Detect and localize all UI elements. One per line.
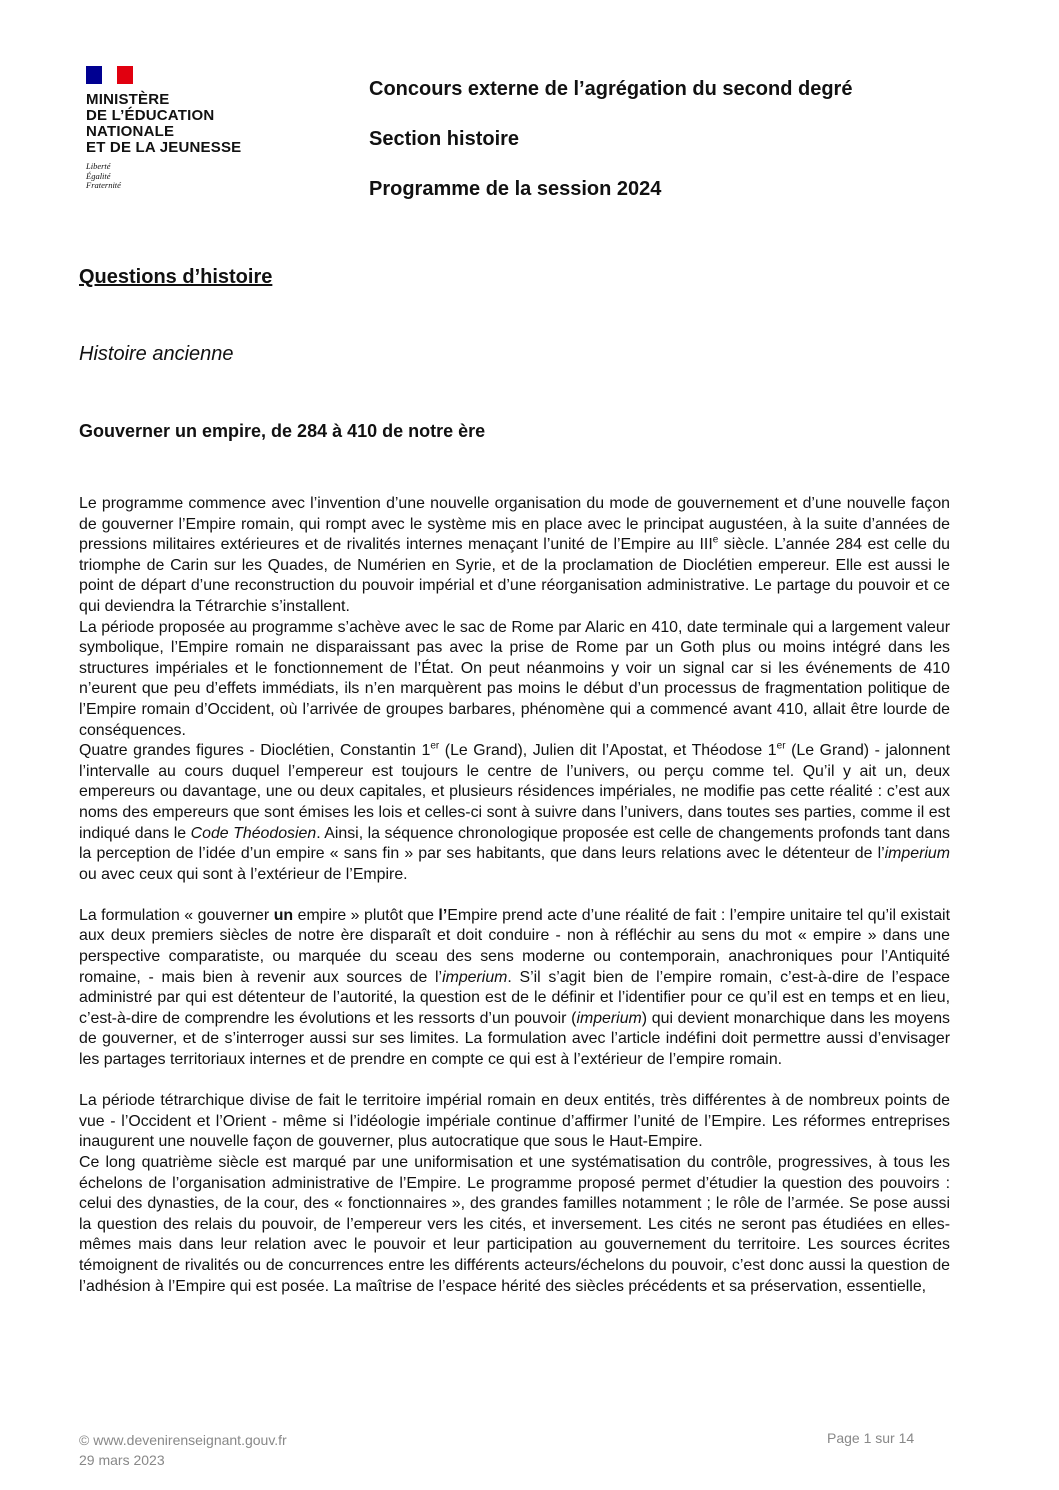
republic-motto: Liberté Égalité Fraternité <box>86 161 121 190</box>
subsection-title: Histoire ancienne <box>79 343 234 365</box>
section-title: Questions d’histoire <box>79 266 273 288</box>
header-session: Programme de la session 2024 <box>369 178 662 200</box>
footer-date: 29 mars 2023 <box>79 1452 165 1468</box>
page-number: Page 1 sur 14 <box>827 1430 915 1446</box>
paragraph: Le programme commence avec l’invention d’une nouvelle organisation du mode de gouvernement et d’une nouvelle façon de gouverner l’Empire romain, qui rompt avec le système mis en place avec le principat augustéen, à la suite d’années de pressions militaires extérieures et de rivalités internes menaçant l’unité de l’Empire au IIIe siècle. L’année 284 est celle du triomphe de Carin sur les Quades, de Numérien en Syrie, et de la proclamation de Dioclétien empereur. Elle est aussi le point de départ d’une reconstruction du pouvoir impérial et d’une réorganisation administrative. Le partage du pouvoir et ce qui deviendra la Tétrarchie s’installent. <box>79 495 950 615</box>
paragraph: La formulation « gouverner un empire » plutôt que l’Empire prend acte d’une réalité de fait : l’empire unitaire tel qu’il existait aux deux premiers siècles de notre ère disparaît et doit conduire - non à réfléchir au sens du mot « empire » dans une perspective comparatiste, ou marquée du sceau des sens moderne ou contemporain, anachroniques pour l’Antiquité romaine, - mais bien à revenir aux sources de l’imperium. S’il s’agit bien de l’empire romain, c’est-à-dire de l’espace administré par qui est détenteur de l’autorité, la question est de le définir et l’identifier pour ce qu’il est en temps et en lieu, c’est-à-dire de comprendre les évolutions et les ressorts d’un pouvoir (imperium) qui devient monarchique dans les moyens de gouverner, et de s’interroger aussi sur ses limites. La formulation avec l’article indéfini doit permettre aussi d’envisager les partages territoriaux internes et de prendre en compte ce qui est à l’extérieur de l’empire romain. <box>79 906 950 1069</box>
body-text <box>79 494 950 1297</box>
ministry-logo <box>86 66 286 191</box>
topic-title: Gouverner un empire, de 284 à 410 de notre ère <box>79 421 486 441</box>
french-flag-icon <box>86 66 133 84</box>
paragraph: Ce long quatrième siècle est marqué par une uniformisation et une systématisation du contrôle, progressives, à tous les échelons de l’organisation administrative de l’Empire. Le programme proposé permet d’étudier la question des pouvoirs : celui des dynasties, de la cour, des « fonctionnaires », des grandes familles notamment ; le rôle de l’armée. Se pose aussi la question des relais du pouvoir, de l’empereur vers les cités, et inversement. Les cités ne seront pas étudiées en elles-mêmes mais dans leur relation avec le pouvoir et leur participation au gouvernement du territoire. Les sources écrites témoignent de rivalités ou de concurrences entre les différents acteurs/échelons du pouvoir, c’est donc aussi la question de l’adhésion à l’Empire qui est posée. La maîtrise de l’espace hérité des siècles précédents et sa préservation, essentielle, <box>79 1154 950 1295</box>
header-exam-title: Concours externe de l’agrégation du second degré <box>369 78 853 100</box>
footer-source <box>79 1430 287 1470</box>
paragraph: Quatre grandes figures - Dioclétien, Constantin 1er (Le Grand), Julien dit l’Apostat, et Théodose 1er (Le Grand) - jalonnent l’intervalle au cours duquel l’empereur est toujours le centre de l’univers, ou perçu comme tel. Qu’il y ait un, deux empereurs ou davantage, une ou deux capitales, et plusieurs résidences impériales, ne modifie pas cette réalité : c’est aux noms des empereurs que sont émises les lois et celles-ci sont à suivre dans l’univers, dans toutes ses parties, comme il est indiqué dans le Code Théodosien. Ainsi, la séquence chronologique proposée est celle de changements profonds tant dans la perception de l’idée d’un empire « sans fin » par ses habitants, que dans leurs relations avec le détenteur de l’imperium ou avec ceux qui sont à l’extérieur de l’Empire. <box>79 740 950 883</box>
footer-site: © www.devenirenseignant.gouv.fr <box>79 1432 287 1448</box>
ministry-name: MINISTÈRE DE L’ÉDUCATION NATIONALE ET DE LA JEUNESSE <box>86 91 242 156</box>
paragraph: La période proposée au programme s’achève avec le sac de Rome par Alaric en 410, date terminale qui a largement valeur symbolique, l’Empire romain ne disparaissant pas avec la prise de Rome par un Goth plus ou moins intégré dans les structures impériales et le fonctionnement de l’État. On peut néanmoins y voir un signal car si les événements de 410 n’eurent que peu d’effets immédiats, ils n’en marquèrent pas moins le début d’un processus de fragmentation politique de l’Empire romain d’Occident, où l’arrivée de groupes barbares, phénomène qui a commencé avant 410, allait être lourde de conséquences. <box>79 618 950 739</box>
paragraph: La période tétrarchique divise de fait le territoire impérial romain en deux entités, très différentes à de nombreux points de vue - l’Occident et l’Orient - même si l’idéologie impériale continue d’affirmer l’unité de l’Empire. Les réformes entreprises inaugurent une nouvelle façon de gouverner, plus autocratique que sous le Haut-Empire. <box>79 1092 950 1151</box>
header-section: Section histoire <box>369 128 520 150</box>
